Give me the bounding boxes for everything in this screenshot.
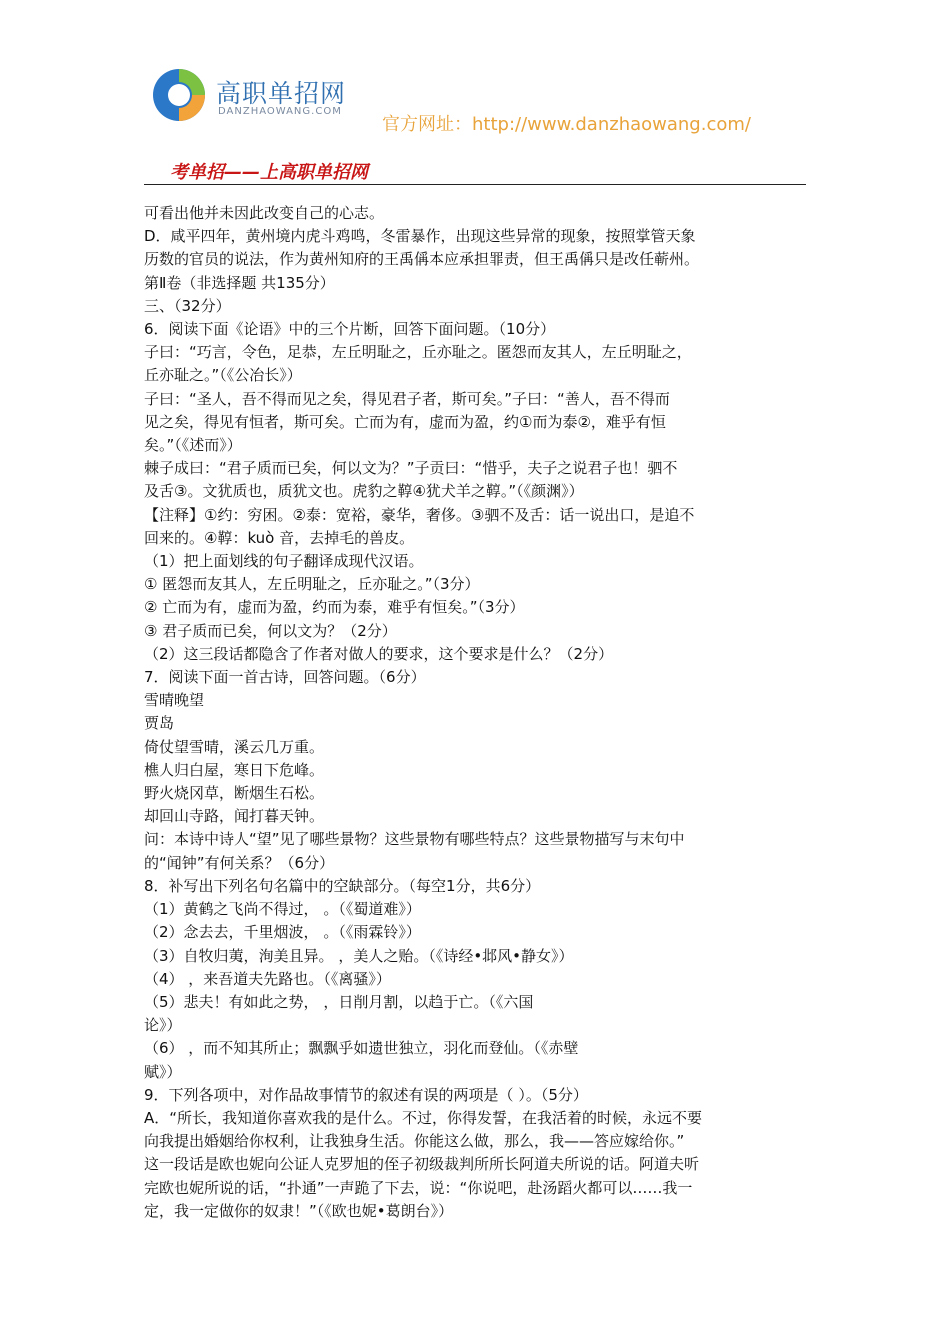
text-line: 倚仗望雪晴，溪云几万重。 — [144, 737, 325, 756]
text-line: D．咸平四年，黄州境内虎斗鸡鸣，冬雷暴作，出现这些异常的现象，按照掌管天象 — [144, 227, 696, 246]
text-line: 野火烧冈草，断烟生石松。 — [144, 784, 325, 803]
brand-name: 高职单招网 — [216, 79, 347, 108]
brand-domain: DANZHAOWANG.COM — [218, 106, 342, 117]
text-line: 问：本诗中诗人“望”见了哪些景物？这些景物有哪些特点？这些景物描写与末句中 — [144, 830, 685, 849]
text-line: （1）黄鹤之飞尚不得过， 。（《蜀道难》） — [144, 900, 421, 919]
text-line: 却回山寺路，闻打暮天钟。 — [144, 807, 325, 826]
slogan: 考单招——上高职单招网 — [170, 162, 368, 183]
text-line: 历数的官员的说法，作为黄州知府的王禹偁本应承担罪责，但王禹偁只是改任蕲州。 — [144, 250, 700, 269]
text-line: A．“所长，我知道你喜欢我的是什么。不过，你得发誓，在我活着的时候，永远不要 — [144, 1108, 703, 1127]
site-logo — [150, 64, 370, 134]
text-line: 【注释】①约：穷困。②泰：宽裕，豪华，奢侈。③驷不及舌：话一说出口，是追不 — [144, 505, 695, 524]
text-line: 赋》） — [144, 1062, 182, 1081]
text-line: （3）自牧归荑，洵美且异。 ，美人之贻。（《诗经•邶风•静女》） — [144, 946, 574, 965]
text-line: 子曰：“圣人，吾不得而见之矣，得见君子者，斯可矣。”子曰：“善人，吾不得而 — [144, 389, 670, 408]
text-line: （1）把上面划线的句子翻译成现代汉语。 — [144, 552, 424, 571]
text-line: （2）念去去，千里烟波， 。（《雨霖铃》） — [144, 923, 421, 942]
text-line: 完欧也妮所说的话，“扑通”一声跪了下去，说：“你说吧，赴汤蹈火都可以……我一 — [144, 1178, 693, 1197]
logo-swirl-icon — [150, 66, 208, 124]
text-line: 子曰：“巧言，令色，足恭，左丘明耻之，丘亦耻之。匿怨而友其人，左丘明耻之， — [144, 343, 692, 362]
text-line: （5）悲夫！有如此之势， ，日削月割，以趋于亡。（《六国 — [144, 992, 534, 1011]
official-site-link[interactable]: 官方网址：http://www.danzhaowang.com/ — [382, 114, 751, 135]
text-line: 及舌③。文犹质也，质犹文也。虎豹之鞟④犹犬羊之鞟。”（《颜渊》） — [144, 482, 584, 501]
text-line: 7．阅读下面一首古诗，回答问题。（6分） — [144, 668, 426, 687]
text-line: 三、（32分） — [144, 296, 231, 315]
text-line: 6．阅读下面《论语》中的三个片断，回答下面问题。（10分） — [144, 320, 556, 339]
text-line: 9．下列各项中，对作品故事情节的叙述有误的两项是（ ）。（5分） — [144, 1085, 588, 1104]
text-line: 回来的。④鞟：kuò 音，去掉毛的兽皮。 — [144, 528, 415, 547]
text-line: ② 亡而为有，虚而为盈，约而为泰，难乎有恒矣。”（3分） — [144, 598, 525, 617]
text-line: 8．补写出下列名句名篇中的空缺部分。（每空1分，共6分） — [144, 876, 541, 895]
header-divider — [144, 184, 806, 185]
text-line: ① 匿怨而友其人，左丘明耻之，丘亦耻之。”（3分） — [144, 575, 480, 594]
text-line: 雪晴晚望 — [144, 691, 205, 710]
text-line: 的“闻钟”有何关系？（6分） — [144, 853, 335, 872]
text-line: （6） ，而不知其所止；飘飘乎如遗世独立，羽化而登仙。（《赤壁 — [144, 1039, 579, 1058]
text-line: 贾岛 — [144, 714, 175, 733]
text-line: 樵人归白屋，寒日下危峰。 — [144, 760, 325, 779]
text-line: 丘亦耻之。”（《公冶长》） — [144, 366, 302, 385]
text-line: （2）这三段话都隐含了作者对做人的要求，这个要求是什么？（2分） — [144, 644, 614, 663]
text-line: 定，我一定做你的奴隶！”（《欧也妮•葛朗台》） — [144, 1201, 454, 1220]
text-line: 第Ⅱ卷（非选择题 共135分） — [144, 273, 335, 292]
document-body — [144, 202, 809, 1223]
text-line: 论》） — [144, 1016, 182, 1035]
text-line: 见之矣，得见有恒者，斯可矣。亡而为有，虚而为盈，约①而为泰②，难乎有恒 — [144, 412, 666, 431]
text-line: 向我提出婚姻给你权利，让我独身生活。你能这么做，那么，我——答应嫁给你。” — [144, 1132, 685, 1151]
text-line: 这一段话是欧也妮向公证人克罗旭的侄子初级裁判所所长阿道夫所说的话。阿道夫听 — [144, 1155, 700, 1174]
text-line: 棘子成曰：“君子质而已矣，何以文为？”子贡曰：“惜乎，夫子之说君子也！驷不 — [144, 459, 678, 478]
text-line: 可看出他并未因此改变自己的心志。 — [144, 204, 385, 222]
text-line: ③ 君子质而已矣，何以文为？（2分） — [144, 621, 397, 640]
text-line: （4） ，来吾道夫先路也。（《离骚》） — [144, 969, 391, 988]
text-line: 矣。”（《述而》） — [144, 436, 242, 455]
